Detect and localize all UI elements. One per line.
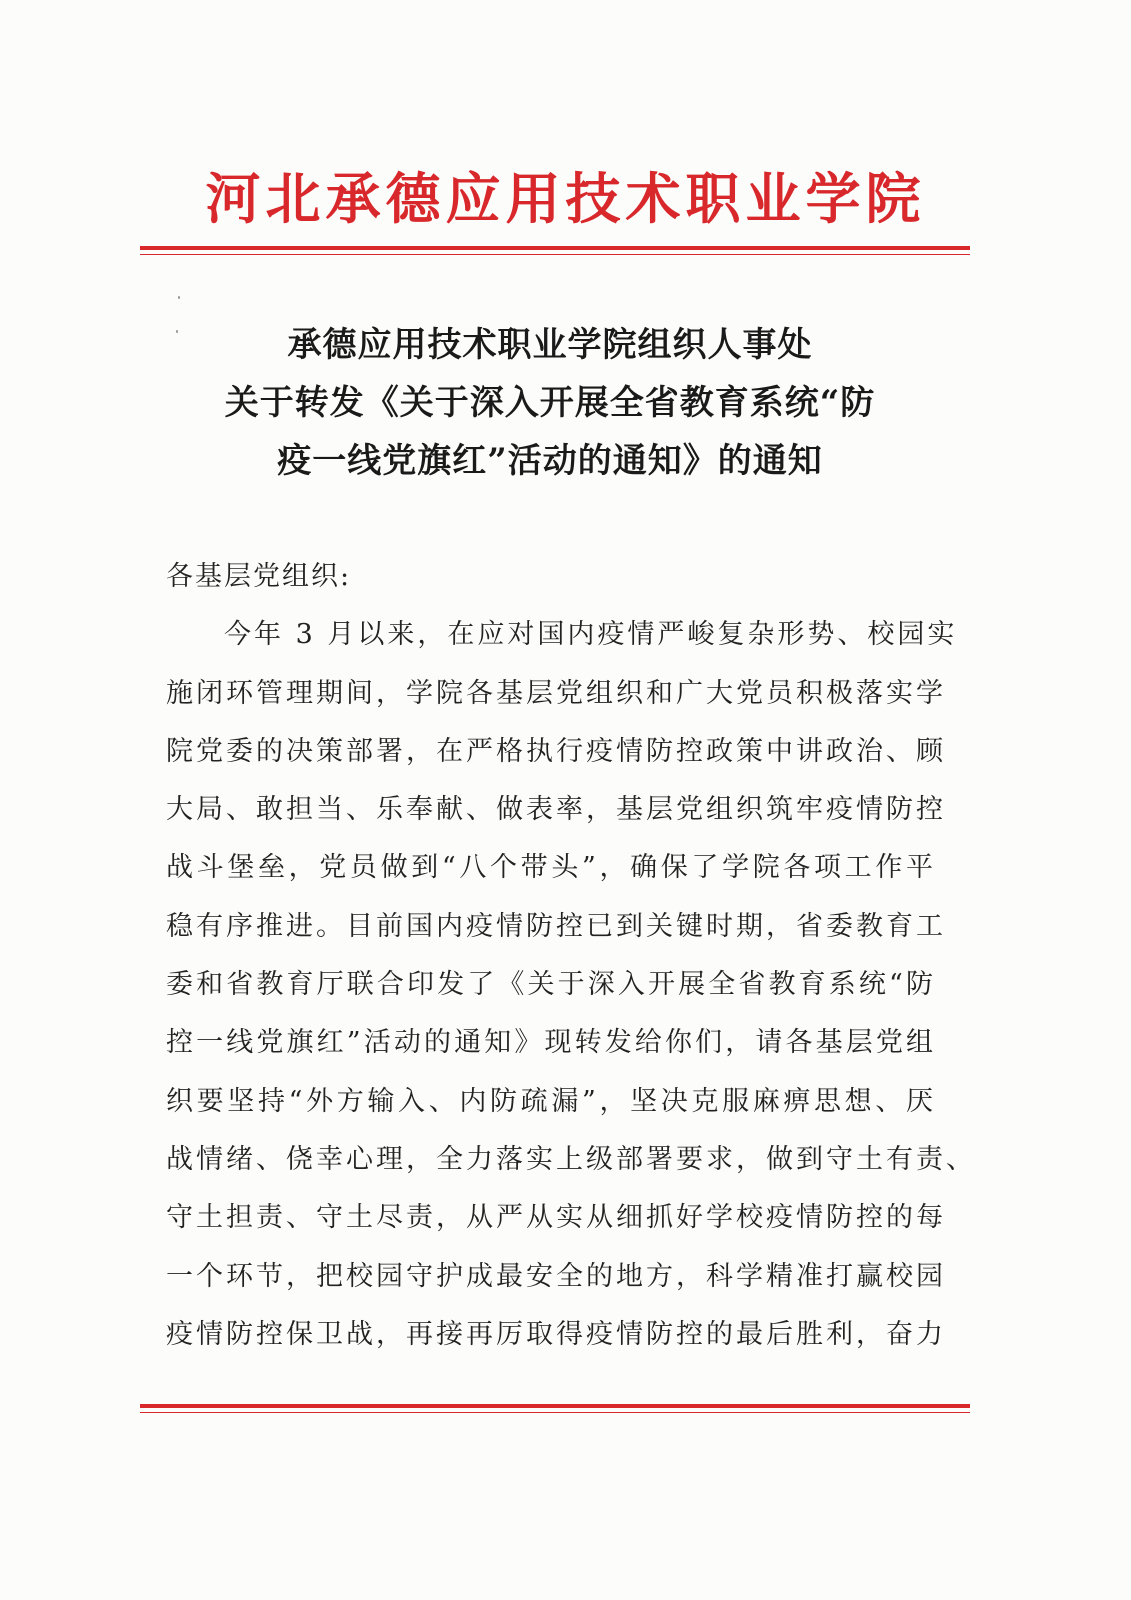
document-body xyxy=(166,548,976,1364)
body-line: 今年 3 月以来，在应对国内疫情严峻复杂形势、校园实 xyxy=(224,619,958,651)
letterhead-red-rule xyxy=(140,246,970,255)
body-line: 战情绪、侥幸心理，全力落实上级部署要求，做到守土有责、 xyxy=(166,1143,976,1175)
body-line: 织要坚持“外方输入、内防疏漏”，坚决克服麻痹思想、厌 xyxy=(166,1085,936,1117)
salutation: 各基层党组织: xyxy=(166,561,352,592)
body-line: 施闭环管理期间，学院各基层党组织和广大党员积极落实学 xyxy=(166,677,946,709)
red-rule-thin xyxy=(140,1412,970,1413)
scan-speck xyxy=(178,296,180,299)
body-line: 稳有序推进。目前国内疫情防控已到关键时期，省委教育工 xyxy=(166,910,946,942)
title-line: 疫一线党旗红”活动的通知》的通知 xyxy=(277,441,823,481)
body-line: 委和省教育厅联合印发了《关于深入开展全省教育系统“防 xyxy=(166,969,936,1001)
body-line: 战斗堡垒，党员做到“八个带头”，确保了学院各项工作平 xyxy=(166,852,936,884)
letterhead-title: 河北承德应用技术职业学院 xyxy=(205,166,926,231)
red-rule-thick xyxy=(140,1404,970,1408)
body-line: 一个环节，把校园守护成最安全的地方，科学精准打赢校园 xyxy=(166,1260,946,1292)
body-line: 疫情防控保卫战，再接再厉取得疫情防控的最后胜利，奋力 xyxy=(166,1318,946,1350)
title-line: 承德应用技术职业学院组织人事处 xyxy=(287,325,813,365)
body-line: 控一线党旗红”活动的通知》现转发给你们，请各基层党组 xyxy=(166,1027,936,1059)
red-rule-thick xyxy=(140,246,970,250)
body-line: 院党委的决策部署，在严格执行疫情防控政策中讲政治、顾 xyxy=(166,735,946,767)
document-title xyxy=(150,316,950,490)
title-line: 关于转发《关于深入开展全省教育系统“防 xyxy=(224,383,876,423)
body-line: 守土担责、守土尽责，从严从实从细抓好学校疫情防控的每 xyxy=(166,1202,946,1234)
footer-red-rule xyxy=(140,1404,970,1413)
red-rule-thin xyxy=(140,254,970,255)
body-line: 大局、敢担当、乐奉献、做表率，基层党组织筑牢疫情防控 xyxy=(166,794,946,826)
